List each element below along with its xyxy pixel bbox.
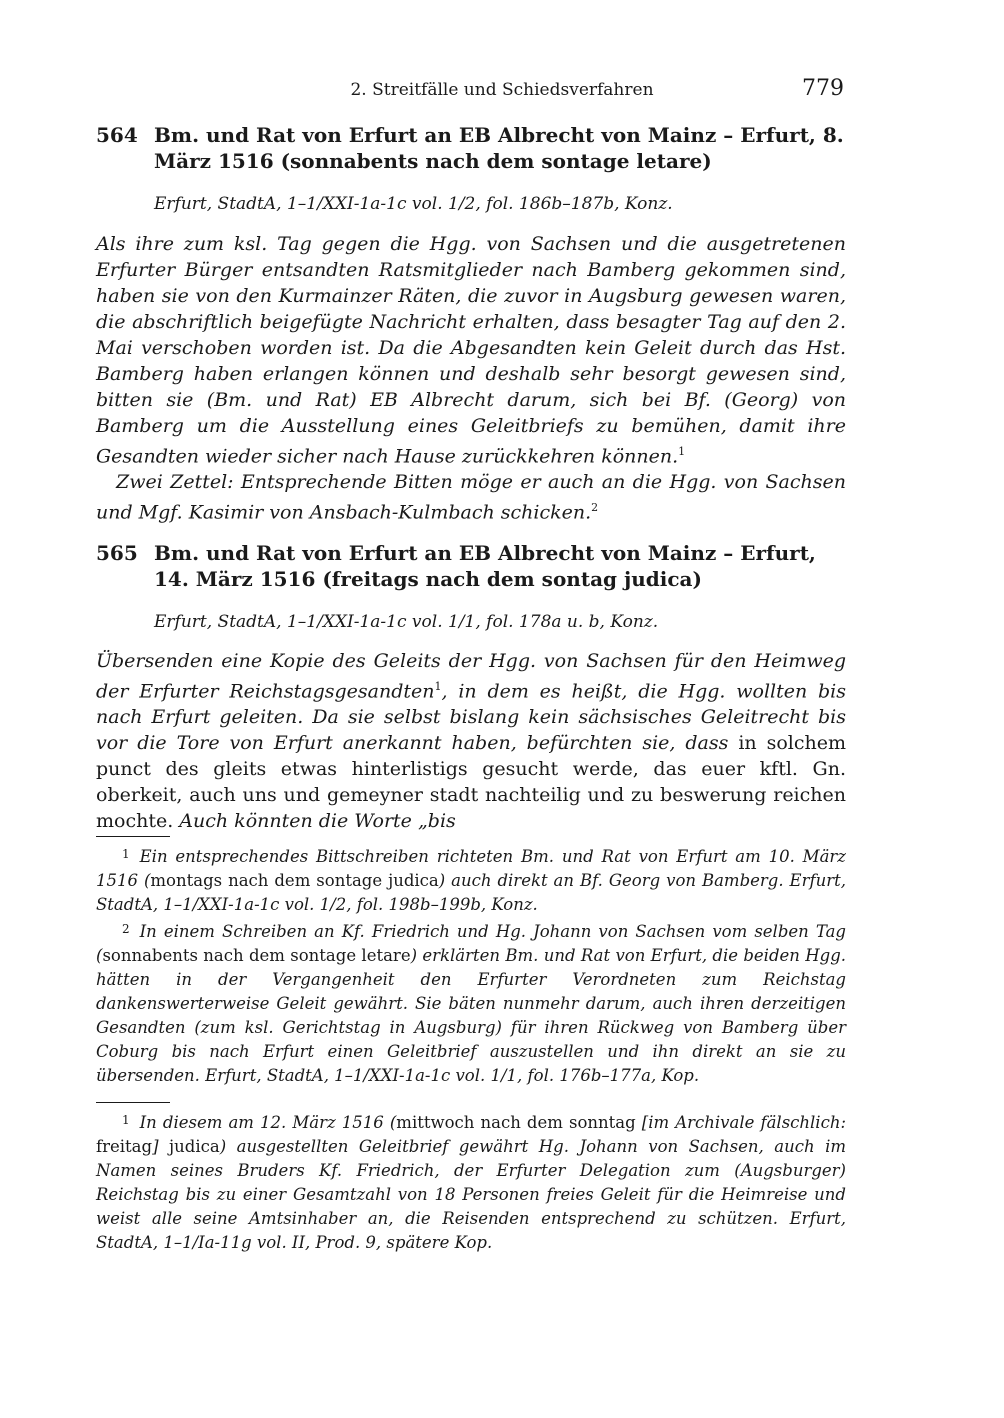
paragraph-text: Auch könnten die Worte „bis (173, 810, 456, 833)
footnote-mark: 1 (122, 1113, 130, 1127)
footnotes-block-b (96, 1108, 846, 1255)
footnote-mark: 1 (122, 847, 130, 861)
quoted-source-text: mittwoch nach dem sonntag (396, 1113, 636, 1132)
footnote-text: ) ausgestellten Geleitbrief gewährt Hg. Johann von Sachsen, auch im Namen seines Bruders Kf. Friedrich, der Erfurter Delegation zum (Augsburger) Reichstag bis zu einer Gesamtzahl von 18 Personen freies Geleit für die Heimreise und weist alle seine Amtsinhaber an, die Reisenden entsprechend zu schützen. Erfurt, StadtA, 1–1/Ia-11g vol. II, Prod. 9, spätere Kop. (96, 1137, 846, 1252)
paragraph (96, 648, 846, 834)
page-number: 779 (802, 76, 844, 101)
quoted-source-text: sonnabents nach dem sontage letare (102, 946, 411, 965)
paragraph-text: Zwei Zettel: Entsprechende Bitten möge er auch an die Hgg. von Sachsen und Mgf. Kasimir von Ansbach-Kulmbach schicken. (96, 471, 846, 524)
paragraph (96, 231, 846, 469)
footnote-ref: 1 (434, 680, 442, 693)
entry-565-source: Erfurt, StadtA, 1–1/XXI-1a-1c vol. 1/1, fol. 178a u. b, Konz. (154, 612, 659, 632)
entry-565-body (96, 648, 846, 834)
footnote-text: ) auch direkt an Bf. Georg von Bamberg. Erfurt, StadtA, 1–1/XXI-1a-1c vol. 1/2, fol. 198b–199b, Konz. (96, 871, 846, 914)
footnote (96, 1108, 846, 1255)
entry-564-source: Erfurt, StadtA, 1–1/XXI-1a-1c vol. 1/2, fol. 186b–187b, Konz. (154, 194, 673, 214)
paragraph-text: , in dem es heißt, die Hgg. wollten bis nach Erfurt geleiten. Da sie selbst bislang kein sächsisches Geleitrecht bis vor die Tore von Erfurt anerkannt haben, befürchten sie, dass (96, 680, 847, 755)
footnotes-block-a (96, 842, 846, 1088)
quoted-source-text: judica (169, 1137, 220, 1156)
footnote-rule (96, 836, 170, 837)
running-title: 2. Streitfälle und Schiedsverfahren (350, 80, 654, 100)
footnote-text: ) erklärten Bm. und Rat von Erfurt, die beiden Hgg. hätten in der Vergangenheit den Erfurter Verordneten zum Reichstag dankenswerterweise Geleit gewährt. Sie bäten nunmehr darum, auch ihren derzeitigen Gesandten (zum ksl. Gerichtstag in Augsburg) für ihren Rückweg von Bamberg über Coburg bis nach Erfurt einen Geleitbrief auszustellen und ihn direkt an sie zu übersenden. Erfurt, StadtA, 1–1/XXI-1a-1c vol. 1/1, fol. 176b–177a, Kop. (96, 946, 846, 1085)
footnote-ref: 1 (678, 445, 686, 458)
entry-564-heading (96, 122, 846, 174)
footnote-text: In einem Schreiben an Kf. Friedrich und Hg. Johann von Sachsen vom selben Tag ( (96, 922, 846, 965)
footnote (96, 842, 846, 917)
footnote-ref: 2 (591, 501, 599, 515)
paragraph-text: Als ihre zum ksl. Tag gegen die Hgg. von Sachsen und die ausgetretenen Erfurter Bürger entsandten Ratsmitglieder nach Bamberg gekommen sind, haben sie von den Kurmainzer Räten, die zuvor in Augsburg gewesen waren, die abschriftlich beigefügte Nachricht erhalten, dass besagter Tag auf den 2. Mai verschoben worden ist. Da die Abgesandten kein Geleit durch das Hst. Bamberg haben erlangen können und deshalb sehr besorgt gewesen sind, bitten sie (Bm. und Rat) EB Albrecht darum, sich bei Bf. (Georg) von Bamberg um die Ausstellung eines Geleitbriefs zu bemühen, damit ihre Gesandten wieder sicher nach Hause zurückkehren können. (96, 233, 846, 468)
entry-title: Bm. und Rat von Erfurt an EB Albrecht von Mainz – Erfurt, 8. März 1516 (sonnabents nach dem sontage letare) (154, 123, 844, 173)
quoted-source-text: freitag (96, 1137, 153, 1156)
footnote-text: In diesem am 12. März 1516 ( (139, 1113, 397, 1132)
footnote-mark: 2 (122, 922, 130, 936)
entry-number: 564 (96, 123, 138, 147)
footnote (96, 917, 846, 1088)
quoted-source-text: montags nach dem sontage judica (150, 871, 439, 890)
paragraph (96, 469, 846, 525)
footnote-text: [im Archivale fälschlich: (635, 1113, 847, 1132)
entry-564-body (96, 231, 846, 526)
entry-title: Bm. und Rat von Erfurt an EB Albrecht von Mainz – Erfurt, 14. März 1516 (freitags nach dem sontag judica) (154, 541, 816, 591)
quoted-source-text: in solchem punct des gleits etwas hinterlistigs gesucht werde, das euer kftl. Gn. oberkeit, auch uns und gemeyner stadt nachteilig und zu beswerung reichen mochte. (96, 732, 846, 833)
entry-565-heading (96, 540, 846, 592)
footnote-rule (96, 1102, 170, 1103)
footnote-text: ] (152, 1137, 170, 1156)
footnote-text: Ein entsprechendes Bittschreiben richteten Bm. und Rat von Erfurt am 10. März 1516 ( (96, 847, 846, 890)
entry-number: 565 (96, 541, 138, 565)
paragraph-text: Übersenden eine Kopie des Geleits der Hgg. von Sachsen für den Heimweg der Erfurter Reichstagsgesandten (96, 650, 846, 703)
